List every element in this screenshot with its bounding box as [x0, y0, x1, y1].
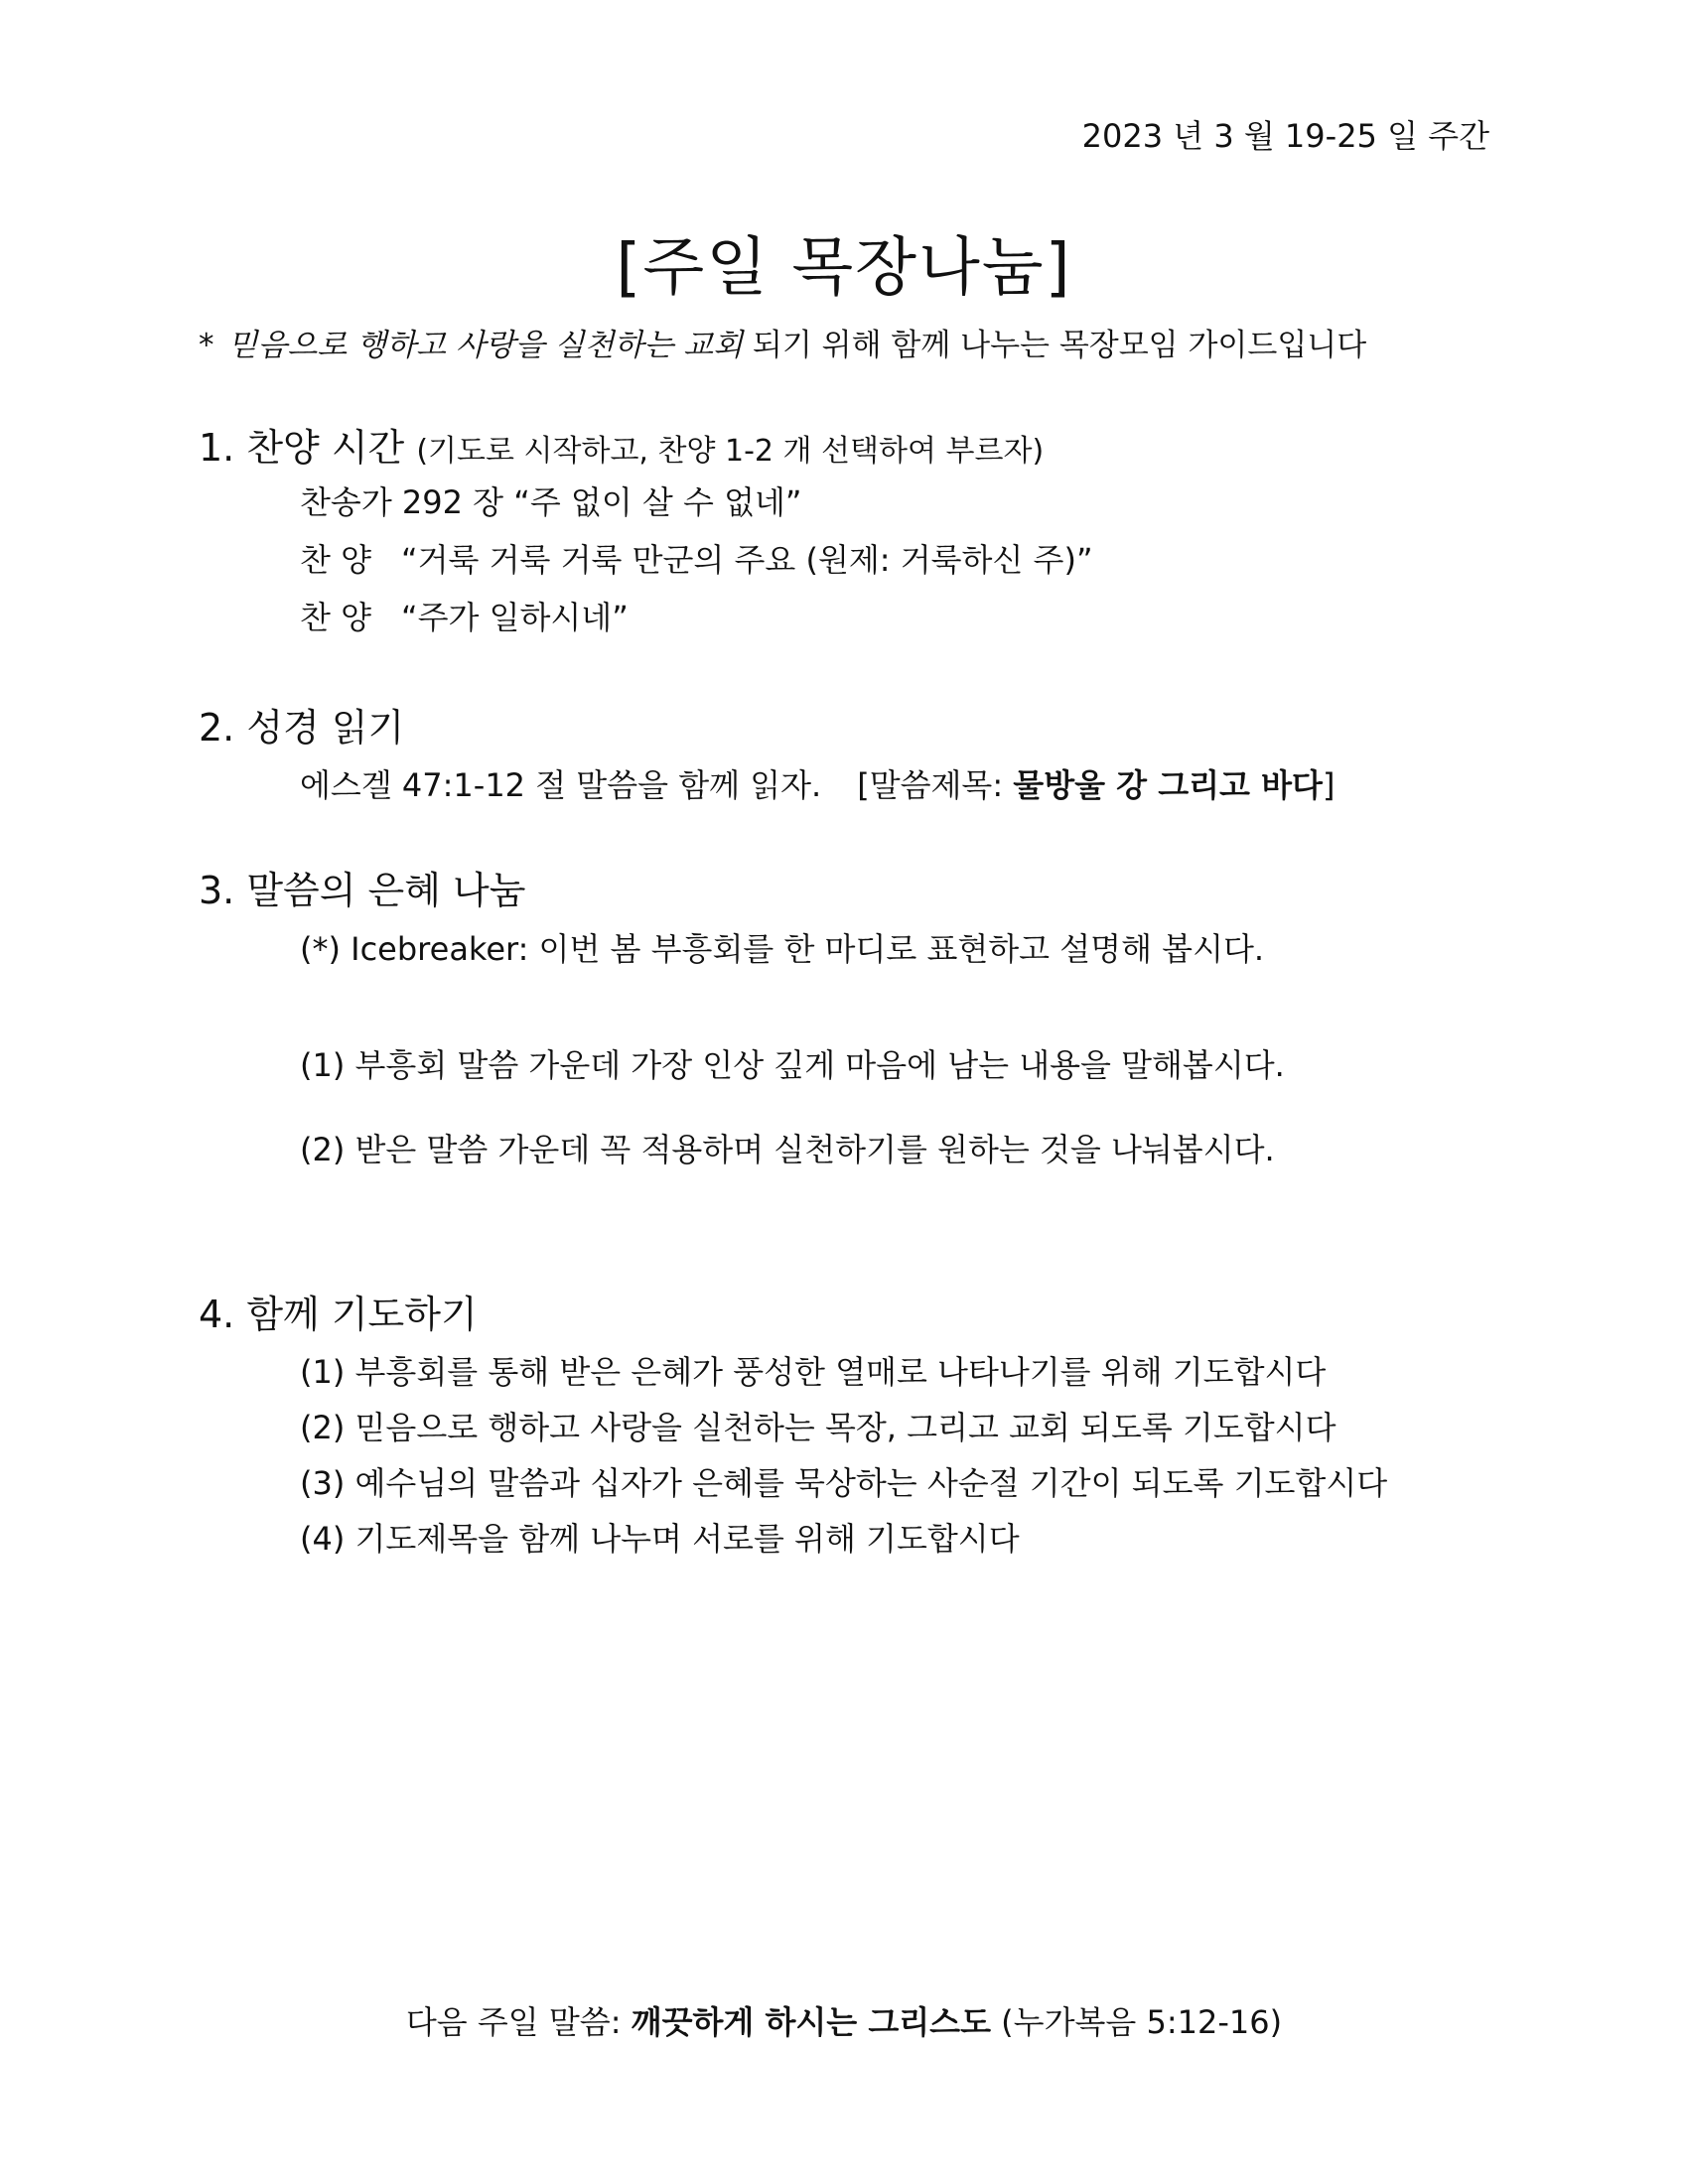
- section-praise-title: 1. 찬양 시간: [199, 426, 417, 470]
- reading-line: [300, 760, 1335, 806]
- hymn-line: [300, 478, 801, 523]
- next-week-reference: (누가복음 5:12-16): [991, 2003, 1283, 2041]
- icebreaker-line: (*) Icebreaker: 이번 봄 부흥회를 한 마디로 표현하고 설명해 봅시다.: [300, 930, 1265, 968]
- hymn-title: “주가 일하시네”: [401, 599, 629, 636]
- hymn-label: 찬 양: [300, 541, 371, 579]
- next-week-title: 깨끗하게 하시는 그리스도: [631, 2003, 991, 2041]
- next-week-prefix: 다음 주일 말씀:: [405, 2003, 632, 2041]
- hymn-line: [300, 535, 1093, 581]
- sermon-suffix: ]: [1322, 766, 1336, 804]
- intro-italic-phrase: 믿음으로 행하고 사랑을 실천하는 교회: [227, 328, 744, 363]
- prayer-item: (1) 부흥회를 통해 받은 은혜가 풍성한 열매로 나타나기를 위해 기도합시다: [300, 1353, 1327, 1391]
- reading-text: 에스겔 47:1-12 절 말씀을 함께 읽자.: [300, 766, 822, 804]
- next-week-sermon: [0, 1997, 1688, 2043]
- section-sharing-heading: 3. 말씀의 은혜 나눔: [199, 869, 526, 912]
- sharing-question: (1) 부흥회 말씀 가운데 가장 인상 깊게 마음에 남는 내용을 말해봅시다.: [300, 1046, 1285, 1084]
- sermon-title: 물방울 강 그리고 바다: [1013, 766, 1323, 804]
- intro-line: [199, 320, 1366, 364]
- page-title: [주일 목장나눔]: [616, 231, 1072, 305]
- date-range: 2023 년 3 월 19-25 일 주간: [1081, 117, 1489, 155]
- section-praise-heading: [199, 417, 1044, 472]
- hymn-label: 찬송가 292 장: [300, 483, 514, 521]
- hymn-label: 찬 양: [300, 599, 371, 636]
- sharing-question: (2) 받은 말씀 가운데 꼭 적용하며 실천하기를 원하는 것을 나눠봅시다.: [300, 1131, 1275, 1168]
- sermon-prefix: [말씀제목:: [857, 766, 1014, 804]
- prayer-item: (4) 기도제목을 함께 나누며 서로를 위해 기도합시다: [300, 1520, 1020, 1558]
- section-reading-heading: 2. 성경 읽기: [199, 706, 405, 750]
- intro-asterisk: *: [199, 328, 214, 363]
- hymn-title: “거룩 거룩 거룩 만군의 주요 (원제: 거룩하신 주)”: [401, 541, 1093, 579]
- hymn-line: [300, 593, 629, 638]
- section-prayer-heading: 4. 함께 기도하기: [199, 1293, 478, 1336]
- intro-rest: 되기 위해 함께 나누는 목장모임 가이드입니다: [743, 328, 1367, 363]
- section-praise-note: (기도로 시작하고, 찬양 1-2 개 선택하여 부르자): [416, 434, 1045, 469]
- prayer-item: (3) 예수님의 말씀과 십자가 은혜를 묵상하는 사순절 기간이 되도록 기도합시다: [300, 1464, 1388, 1502]
- prayer-item: (2) 믿음으로 행하고 사랑을 실천하는 목장, 그리고 교회 되도록 기도합시다: [300, 1409, 1336, 1446]
- hymn-title: “주 없이 살 수 없네”: [513, 483, 802, 521]
